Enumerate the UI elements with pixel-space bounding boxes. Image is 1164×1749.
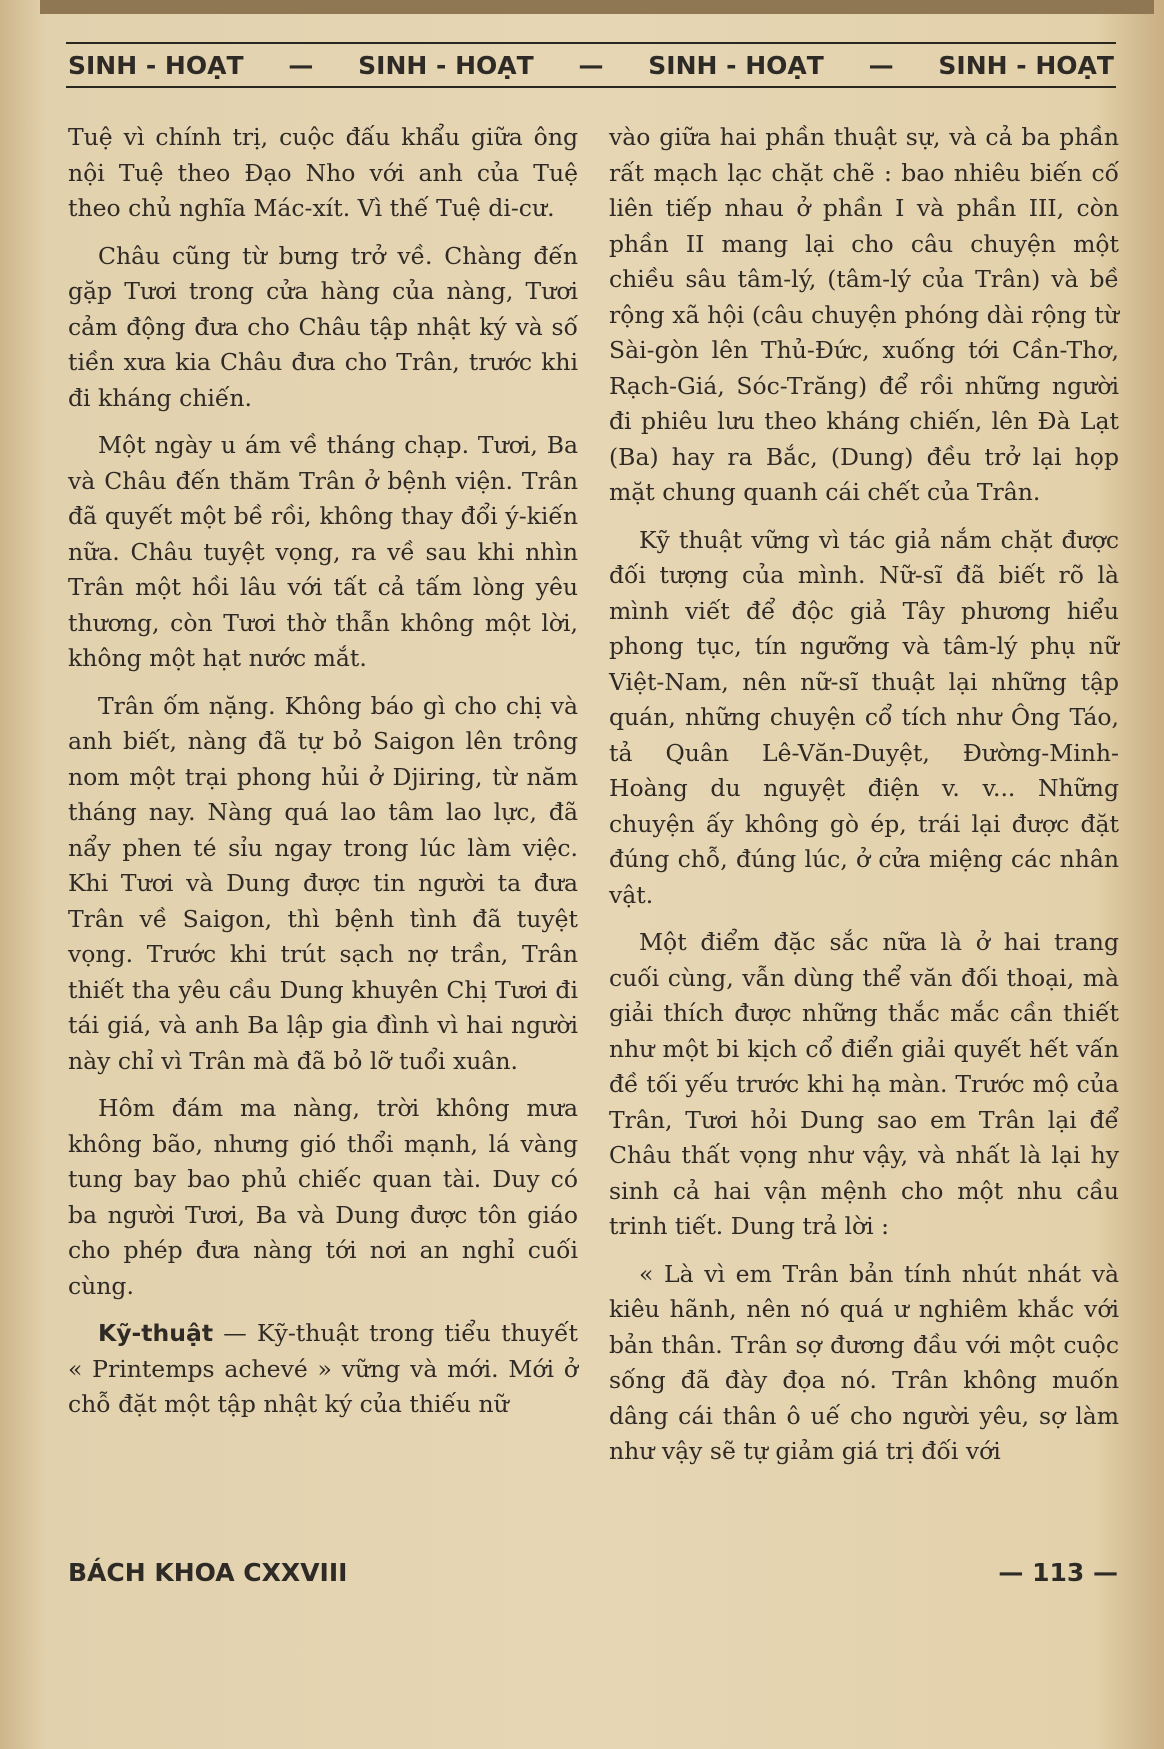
page-top-edge (40, 0, 1154, 14)
paragraph-text: — Kỹ-thuật trong tiểu thuyết « Printemps achevé » vững và mới. Mới ở chỗ đặt một tập nhật ký của thiếu nữ (68, 1319, 578, 1418)
header-item: SINH - HOẠT (68, 50, 244, 80)
paragraph: Tuệ vì chính trị, cuộc đấu khẩu giữa ông nội Tuệ theo Đạo Nho với anh của Tuệ theo chủ nghĩa Mác-xít. Vì thế Tuệ di-cư. (68, 123, 578, 222)
left-column (68, 120, 578, 1435)
header-dash: — (288, 50, 314, 80)
paragraph: vào giữa hai phần thuật sự, và cả ba phần rất mạch lạc chặt chẽ : bao nhiêu biến cố liên tiếp nhau ở phần I và phần III, còn phần II mang lại cho câu chuyện một chiều sâu tâm-lý, (tâm-lý của Trân) và bề rộng xã hội (câu chuyện phóng dài rộng từ Sài-gòn lên Thủ-Đức, xuống tới Cần-Thơ, Rạch-Giá, Sóc-Trăng) để rồi những người đi phiêu lưu theo kháng chiến, lên Đà Lạt (Ba) hay ra Bắc, (Dung) đều trở lại họp mặt chung quanh cái chết của Trân. (609, 123, 1119, 506)
paragraph: Một điểm đặc sắc nữa là ở hai trang cuối cùng, vẫn dùng thể văn đối thoại, mà giải thích được những thắc mắc cần thiết như một bi kịch cổ điển giải quyết hết vấn đề tối yếu trước khi hạ màn. Trước mộ của Trân, Tươi hỏi Dung sao em Trân lại để Châu thất vọng như vậy, và nhất là lại hy sinh cả hai vận mệnh cho một nhu cầu trinh tiết. Dung trả lời : (609, 928, 1119, 1240)
paragraph: Châu cũng từ bưng trở về. Chàng đến gặp Tươi trong cửa hàng của nàng, Tươi cảm động đưa cho Châu tập nhật ký và số tiền xưa kia Châu đưa cho Trân, trước khi đi kháng chiến. (68, 241, 578, 412)
page-number: — 113 — (998, 1558, 1118, 1587)
header-item: SINH - HOẠT (938, 50, 1114, 80)
page-footer (68, 1558, 1118, 1587)
header-dash: — (578, 50, 604, 80)
header-dash: — (868, 50, 894, 80)
paragraph-quote: « Là vì em Trân bản tính nhút nhát và kiêu hãnh, nên nó quá ư nghiêm khắc với bản thân. Trân sợ đương đầu với một cuộc sống đã đày đọa nó. Trân không muốn dâng cái thân ô uế cho người yêu, sợ làm như vậy sẽ tự giảm giá trị đối với (609, 1259, 1119, 1465)
paragraph-technique (68, 1316, 578, 1423)
header-item: SINH - HOẠT (358, 50, 534, 80)
section-label: Kỹ-thuật (98, 1319, 214, 1347)
header-item: SINH - HOẠT (648, 50, 824, 80)
paragraph: Hôm đám ma nàng, trời không mưa không bão, nhưng gió thổi mạnh, lá vàng tung bay bao phủ chiếc quan tài. Duy có ba người Tươi, Ba và Dung được tôn giáo cho phép đưa nàng tới nơi an nghỉ cuối cùng. (68, 1094, 578, 1300)
magazine-issue: BÁCH KHOA CXXVIII (68, 1558, 348, 1587)
running-header (66, 42, 1116, 88)
paragraph: Kỹ thuật vững vì tác giả nắm chặt được đối tượng của mình. Nữ-sĩ đã biết rõ là mình viết để độc giả Tây phương hiểu phong tục, tín ngưỡng và tâm-lý phụ nữ Việt-Nam, nên nữ-sĩ thuật lại những tập quán, những chuyện cổ tích như Ông Táo, tả Quân Lê-Văn-Duyệt, Đường-Minh-Hoàng du nguyệt điện v. v... Những chuyện ấy không gò ép, trái lại được đặt đúng chỗ, đúng lúc, ở cửa miệng các nhân vật. (609, 525, 1119, 909)
paragraph: Trân ốm nặng. Không báo gì cho chị và anh biết, nàng đã tự bỏ Saigon lên trông nom một trại phong hủi ở Djiring, từ năm tháng nay. Nàng quá lao tâm lao lực, đã nẩy phen té sỉu ngay trong lúc làm việc. Khi Tươi và Dung được tin người ta đưa Trân về Saigon, thì bệnh tình đã tuyệt vọng. Trước khi trút sạch nợ trần, Trân thiết tha yêu cầu Dung khuyên Chị Tươi đi tái giá, và anh Ba lập gia đình vì hai người này chỉ vì Trân mà đã bỏ lỡ tuổi xuân. (68, 691, 578, 1075)
right-column (609, 120, 1119, 1482)
paragraph: Một ngày u ám về tháng chạp. Tươi, Ba và Châu đến thăm Trân ở bệnh viện. Trân đã quyết một bề rồi, không thay đổi ý-kiến nữa. Châu tuyệt vọng, ra về sau khi nhìn Trân một hồi lâu với tất cả tấm lòng yêu thương, còn Tươi thờ thẫn không một lời, không một hạt nước mắt. (68, 431, 578, 672)
